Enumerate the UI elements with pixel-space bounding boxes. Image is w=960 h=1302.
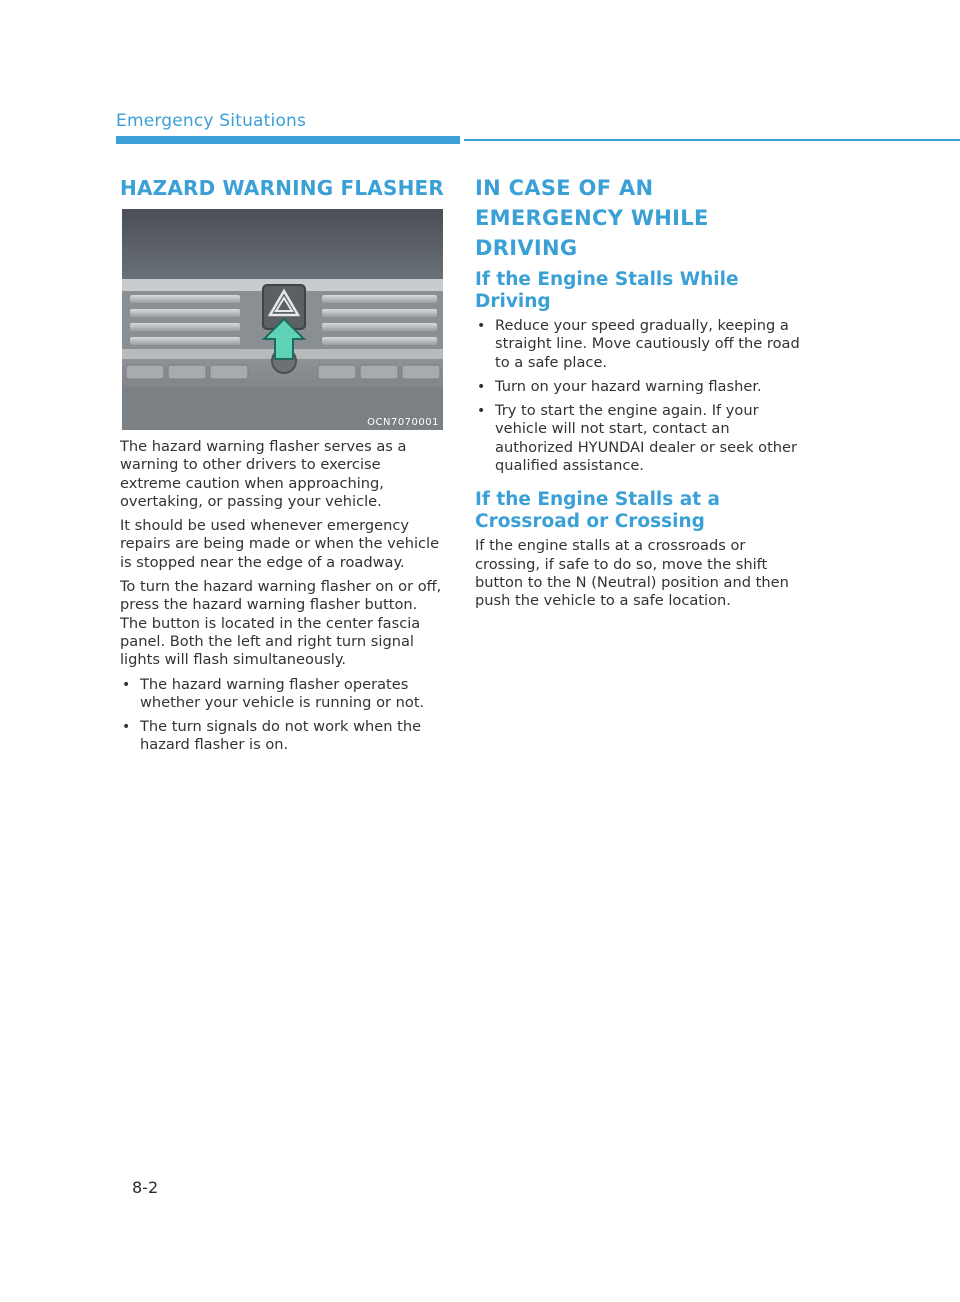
stall-bullet-list [475, 317, 805, 475]
paragraph: To turn the hazard warning flasher on or off, press the hazard warning flasher button. The button is located in the center fascia panel. Both the left and right turn signal lights will flash simultaneously. [120, 578, 442, 669]
hazard-bullet-list [120, 676, 445, 755]
section-heading-emergency: IN CASE OF AN EMERGENCY WHILE DRIVING [475, 176, 709, 260]
section-heading-hazard: HAZARD WARNING FLASHER [120, 176, 444, 200]
bullet-icon: • [122, 719, 131, 736]
bullet-icon: • [122, 676, 131, 693]
bullet-icon: • [477, 403, 486, 420]
header-rule-thin [464, 139, 960, 141]
figure-code: OCN7070001 [367, 417, 439, 428]
paragraph: If the engine stalls at a crossroads or crossing, if safe to do so, move the shift button to the N (Neutral) position and then push the vehicle to a safe location. [475, 537, 789, 610]
list-item-text: Try to start the engine again. If your vehicle will not start, contact an authorized HYUNDAI dealer or seek other qualified assistance. [495, 402, 798, 475]
list-item-text: The hazard warning flasher operates whether your vehicle is running or not. [140, 675, 425, 711]
dashboard-illustration [122, 209, 443, 430]
list-item-text: The turn signals do not work when the hazard flasher is on. [140, 718, 422, 754]
list-item [475, 378, 805, 396]
right-column [475, 173, 805, 617]
subheading-engine-stalls-driving: If the Engine Stalls While Driving [475, 269, 739, 312]
header-rule-thick [116, 136, 460, 144]
list-item [120, 676, 445, 713]
left-column [120, 173, 445, 761]
bullet-icon: • [477, 318, 486, 334]
list-item [475, 402, 805, 475]
running-title: Emergency Situations [116, 111, 307, 131]
page-number: 8-2 [132, 1178, 159, 1197]
paragraph: It should be used whenever emergency repairs are being made or when the vehicle is stopped near the edge of a roadway. [120, 517, 440, 571]
hazard-button-photo [122, 209, 443, 430]
list-item [475, 317, 805, 372]
list-item-text: Turn on your hazard warning flasher. [495, 377, 762, 395]
bullet-icon: • [477, 378, 486, 395]
paragraph: The hazard warning flasher serves as a warning to other drivers to exercise extreme caution when approaching, overtaking, or passing your vehicle. [120, 438, 407, 510]
list-item-text: Reduce your speed gradually, keeping a straight line. Move cautiously off the road to a safe place. [495, 317, 800, 371]
subheading-engine-stalls-crossroad: If the Engine Stalls at a Crossroad or Crossing [475, 489, 720, 533]
list-item [120, 718, 445, 755]
